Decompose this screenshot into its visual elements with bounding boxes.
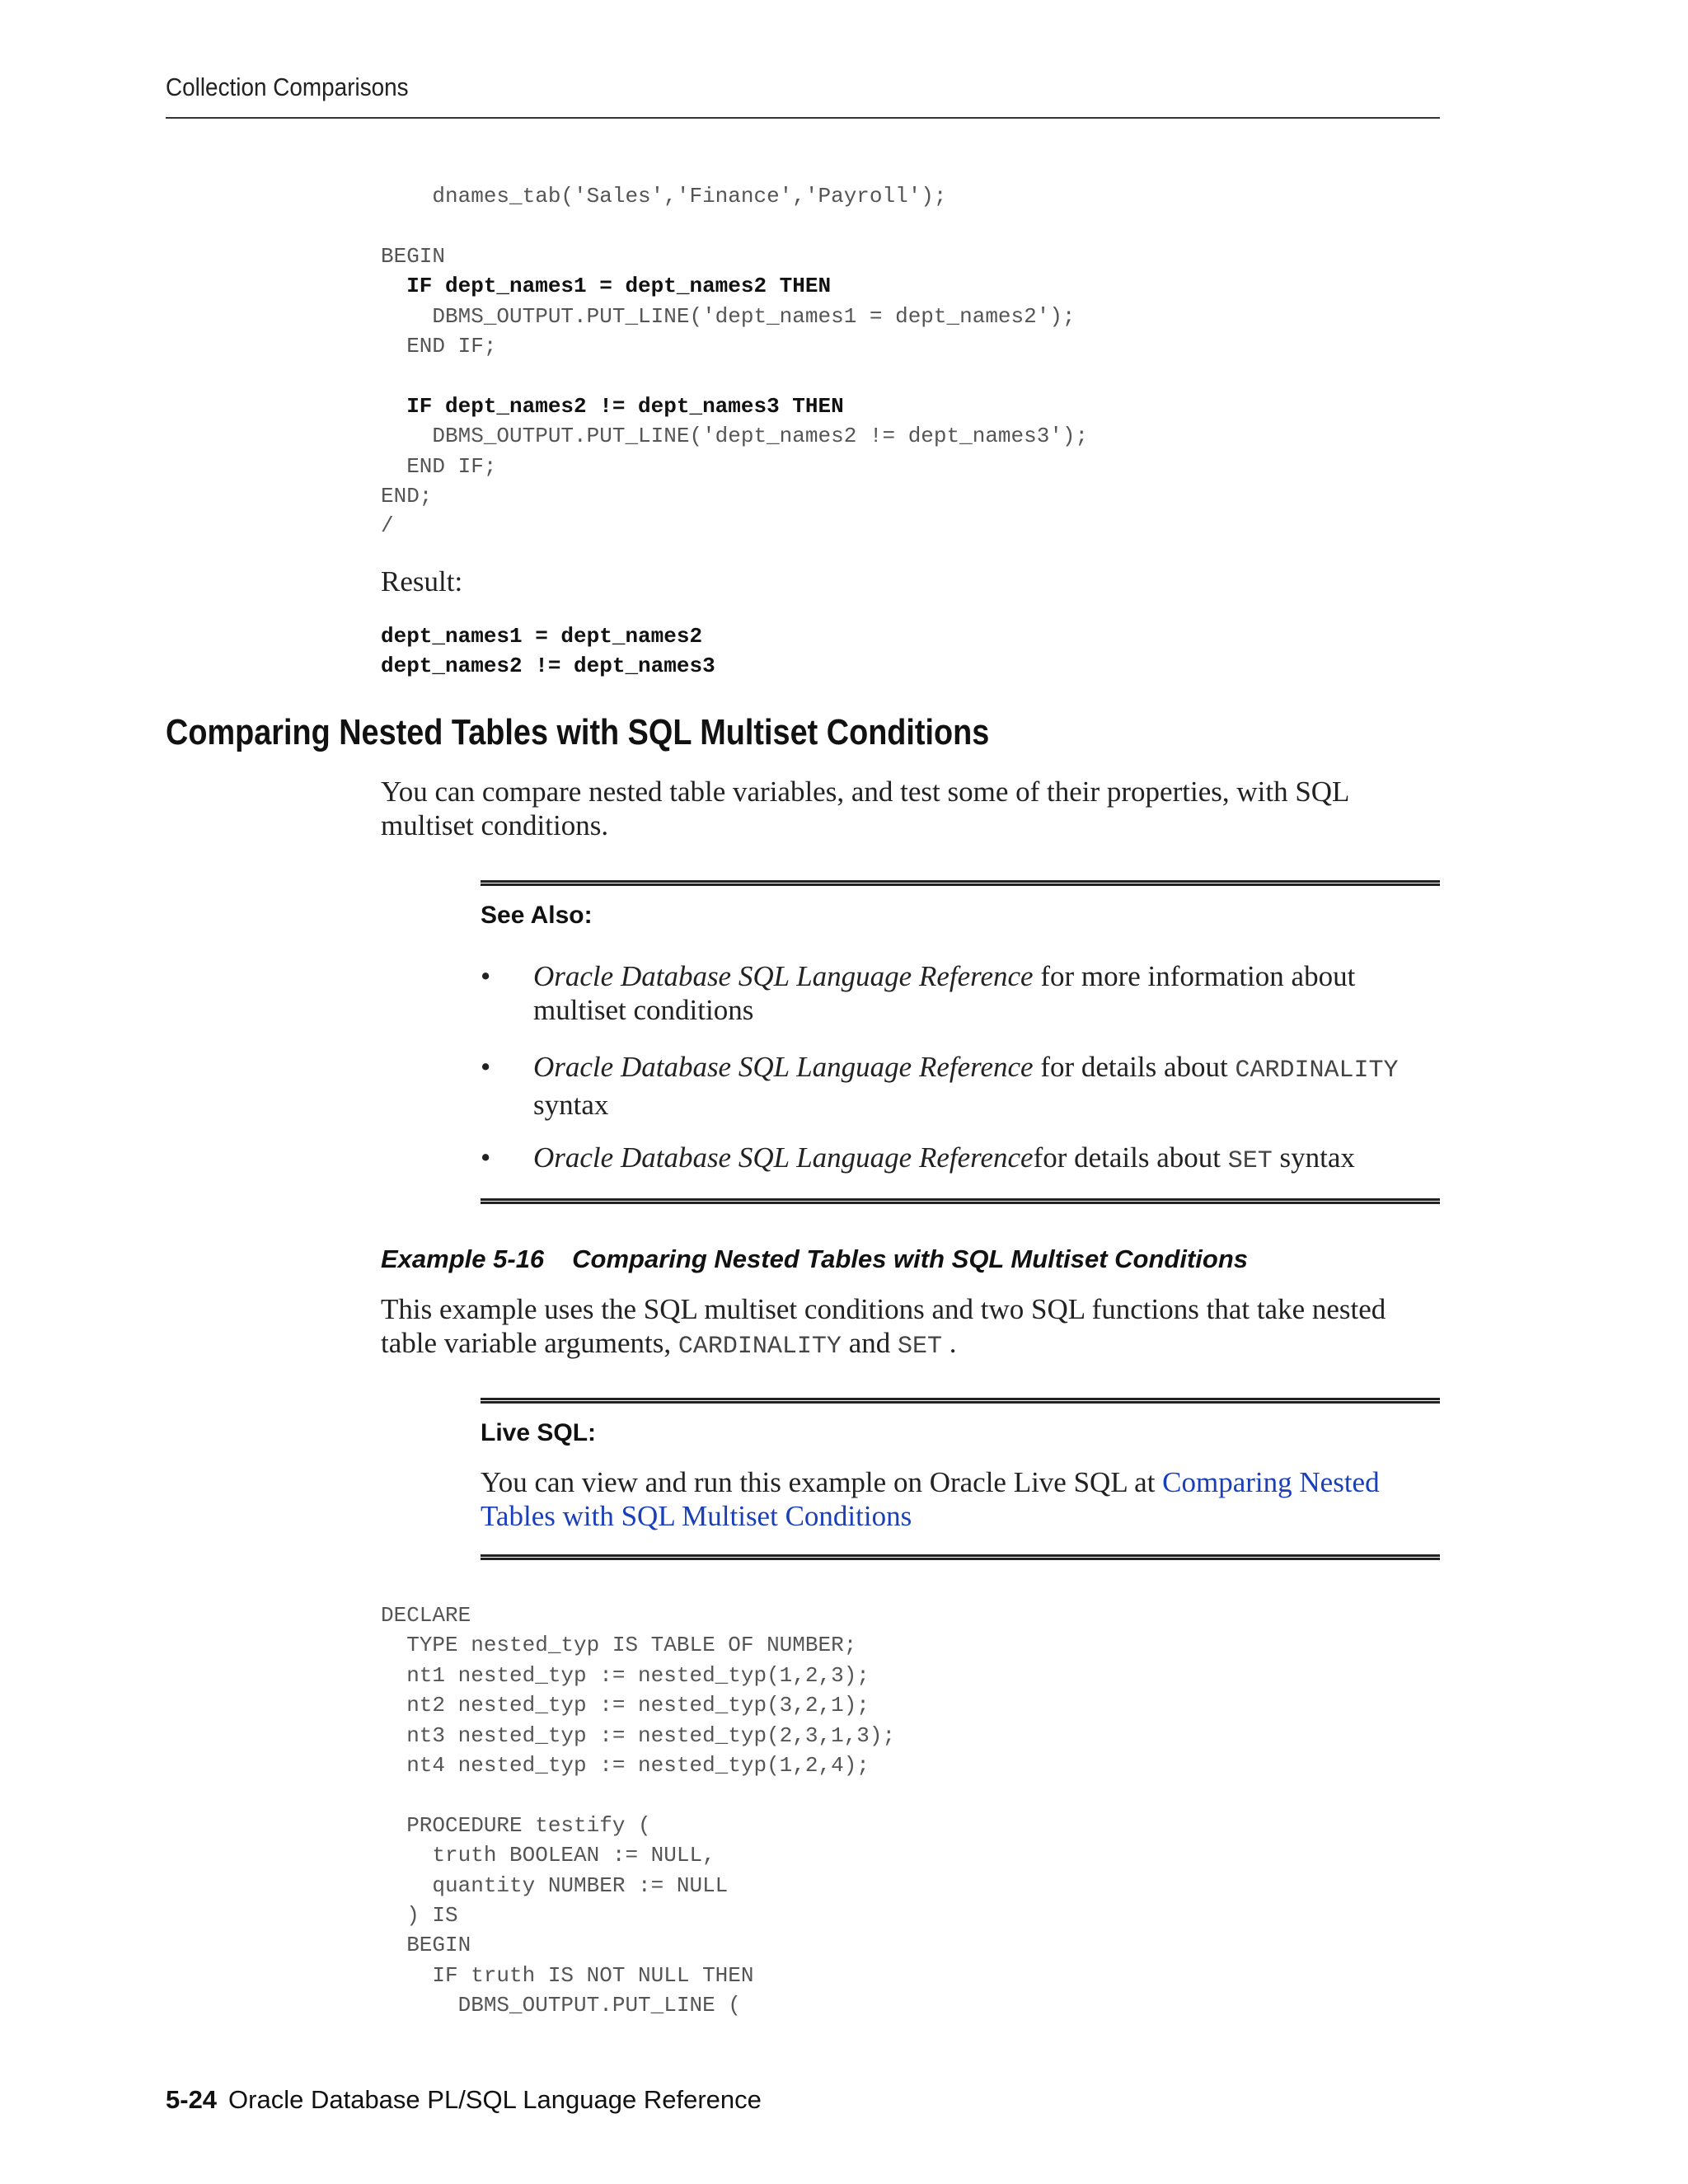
- bullet-icon: •: [481, 1141, 491, 1174]
- inline-code: CARDINALITY: [678, 1333, 842, 1361]
- inline-code: SET: [897, 1333, 942, 1361]
- live-sql-bottom-rule: [481, 1554, 1440, 1560]
- code-line: BEGIN: [381, 1933, 471, 1958]
- see-also-top-rule: [481, 880, 1440, 886]
- code-line: dnames_tab('Sales','Finance','Payroll');: [381, 184, 947, 209]
- code-line: IF truth IS NOT NULL THEN: [381, 1962, 754, 1988]
- code-line: ) IS: [381, 1903, 458, 1929]
- code-block-top: [381, 181, 1088, 541]
- see-also-title: See Also:: [481, 902, 593, 929]
- result-line: dept_names2 != dept_names3: [381, 654, 715, 679]
- code-line-bold: IF dept_names1 = dept_names2 THEN: [381, 274, 832, 299]
- code-line: TYPE nested_typ IS TABLE OF NUMBER;: [381, 1633, 857, 1658]
- reference-title: Oracle Database SQL Language Reference: [533, 1051, 1034, 1083]
- book-title: Oracle Database PL/SQL Language Reference: [228, 2085, 762, 2114]
- example-title: Comparing Nested Tables with SQL Multiset Conditions: [572, 1244, 1249, 1273]
- section-heading: Comparing Nested Tables with SQL Multiset Conditions: [166, 712, 990, 752]
- result-label: Result:: [381, 565, 463, 598]
- live-sql-title: Live SQL:: [481, 1419, 597, 1446]
- code-line: END IF;: [381, 334, 497, 359]
- running-header: Collection Comparisons: [166, 73, 409, 101]
- code-line: truth BOOLEAN := NULL,: [381, 1843, 715, 1868]
- result-line: dept_names1 = dept_names2: [381, 624, 703, 649]
- code-line: nt1 nested_typ := nested_typ(1,2,3);: [381, 1662, 870, 1688]
- header-divider: [166, 117, 1440, 119]
- result-output: [381, 621, 715, 682]
- inline-code: CARDINALITY: [1235, 1057, 1399, 1085]
- page-footer: [166, 2085, 762, 2115]
- page-number: 5-24: [166, 2085, 218, 2114]
- code-line-bold: IF dept_names2 != dept_names3 THEN: [381, 393, 844, 419]
- code-line: DBMS_OUTPUT.PUT_LINE('dept_names2 != dept_names3');: [381, 424, 1089, 449]
- inline-code: SET: [1227, 1147, 1273, 1175]
- reference-title: Oracle Database SQL Language Reference: [533, 960, 1034, 992]
- code-line: END IF;: [381, 453, 497, 479]
- code-line: DBMS_OUTPUT.PUT_LINE (: [381, 1993, 741, 2018]
- see-also-bottom-rule: [481, 1198, 1440, 1204]
- example-caption: [381, 1244, 1248, 1274]
- code-block-bottom: [381, 1601, 895, 2021]
- code-line: quantity NUMBER := NULL: [381, 1872, 729, 1898]
- bullet-icon: •: [481, 960, 491, 992]
- reference-title: Oracle Database SQL Language Reference: [533, 1141, 1034, 1174]
- example-number: Example 5-16: [381, 1244, 545, 1273]
- code-line: DBMS_OUTPUT.PUT_LINE('dept_names1 = dept_names2');: [381, 303, 1076, 329]
- code-line: /: [381, 513, 394, 539]
- code-line: nt2 nested_typ := nested_typ(3,2,1);: [381, 1693, 870, 1718]
- live-sql-top-rule: [481, 1398, 1440, 1404]
- example-description: This example uses the SQL multiset conditions and two SQL functions that take nested table variable arguments, CARDINALITY and SET .: [381, 1293, 1386, 1361]
- section-intro: You can compare nested table variables, and test some of their properties, with SQL multiset conditions.: [381, 776, 1349, 841]
- code-line: BEGIN: [381, 243, 446, 269]
- code-line: nt4 nested_typ := nested_typ(1,2,4);: [381, 1753, 870, 1779]
- live-sql-text: You can view and run this example on Oracle Live SQL at Comparing Nested Tables with SQL Multiset Conditions: [481, 1466, 1380, 1532]
- code-line: END;: [381, 484, 433, 509]
- bullet-icon: •: [481, 1051, 491, 1083]
- live-sql-link[interactable]: Comparing Nested Tables with SQL Multiset Conditions: [481, 1466, 1380, 1532]
- code-line: nt3 nested_typ := nested_typ(2,3,1,3);: [381, 1722, 896, 1748]
- code-line: PROCEDURE testify (: [381, 1812, 651, 1838]
- code-line: DECLARE: [381, 1603, 471, 1628]
